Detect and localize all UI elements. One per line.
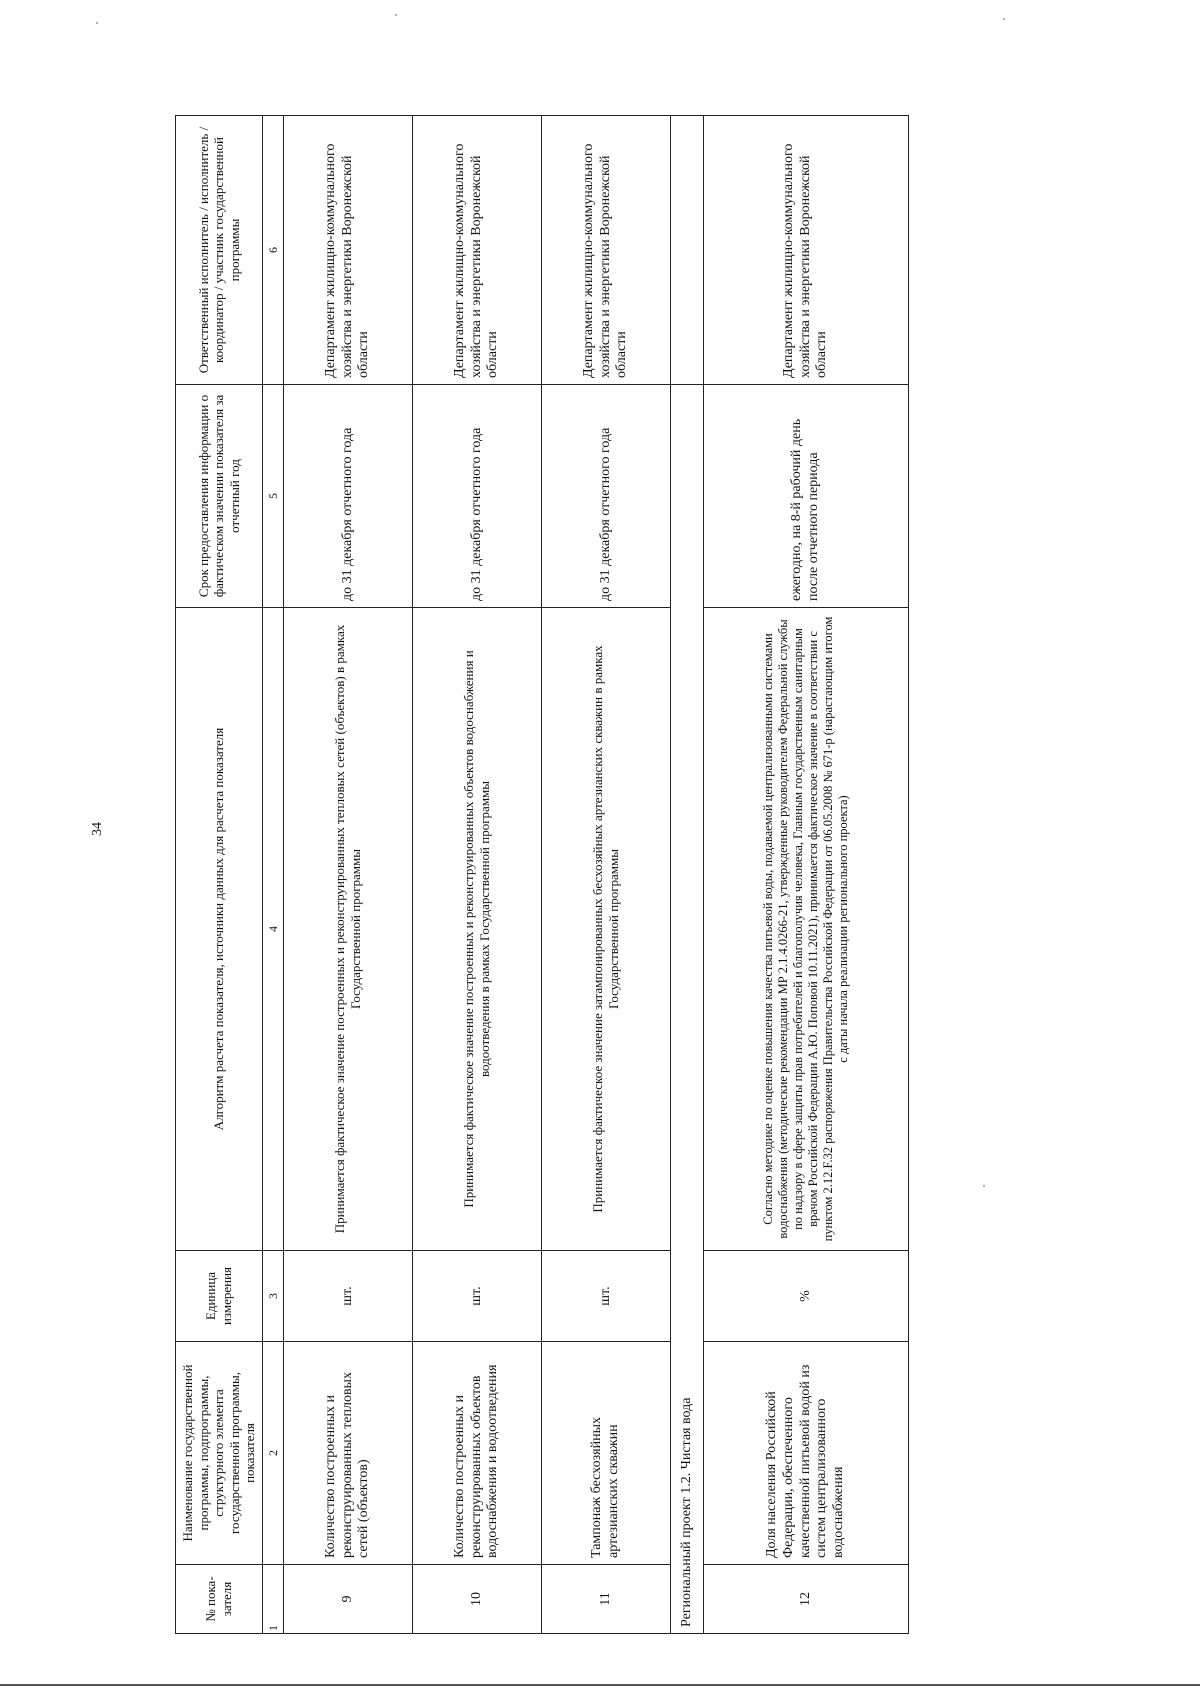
indicator-name: Количество построенных и реконструированных объектов водоснабжения и водоотведения	[412, 1342, 541, 1565]
algorithm: Принимается фактическое значение построенных и реконструированных объектов водоснабжения и водоотведения в рамках Государственной программы	[412, 608, 541, 1251]
deadline: ежегодно, на 8-й рабочий день после отчетного периода	[703, 385, 908, 608]
indicator-name: Тампонаж бесхозяйных артезианских скважин	[541, 1342, 670, 1565]
col-number-4: 4	[262, 608, 283, 1251]
scan-speck	[96, 22, 98, 24]
algorithm: Принимается фактическое значение построенных и реконструированных тепловых сетей (объектов) в рамках Государственной программы	[283, 608, 412, 1251]
header-col-name: Наименование государственной программы, подпрограммы, структурного элемента государственной программы, показателя	[176, 1342, 263, 1565]
scan-speck	[1003, 18, 1005, 20]
deadline: до 31 декабря отчетного года	[412, 385, 541, 608]
page-number: 34	[90, 822, 105, 836]
table-row	[412, 116, 541, 1634]
scan-speck	[983, 1185, 985, 1187]
unit: %	[703, 1251, 908, 1342]
responsible: Департамент жилищно-коммунального хозяйства и энергетики Воронежской области	[412, 116, 541, 385]
row-number: 12	[703, 1565, 908, 1634]
col-number-3: 3	[262, 1251, 283, 1342]
col-number-5: 5	[262, 385, 283, 608]
scan-edge-line	[0, 1684, 1200, 1686]
responsible: Департамент жилищно-коммунального хозяйства и энергетики Воронежской области	[283, 116, 412, 385]
row-number: 10	[412, 1565, 541, 1634]
row-number: 11	[541, 1565, 670, 1634]
col-number-1: 1	[262, 1565, 283, 1634]
header-col-unit: Единица измерения	[176, 1251, 263, 1342]
col-number-6: 6	[262, 116, 283, 385]
header-col-number: № пока- зателя	[176, 1565, 263, 1634]
algorithm: Принимается фактическое значение затампонированных бесхозяйных артезианских скважин в рамках Государственной программы	[541, 608, 670, 1251]
indicator-name: Количество построенных и реконструированных тепловых сетей (объектов)	[283, 1342, 412, 1565]
indicator-name: Доля населения Российской Федерации, обеспеченного качественной питьевой водой из систем централизованного водоснабжения	[703, 1342, 908, 1565]
indicators-table	[175, 115, 909, 1634]
rotated-table-container	[175, 126, 935, 1634]
header-col-algorithm: Алгоритм расчета показателя, источники данных для расчета показателя	[176, 608, 263, 1251]
col-number-2: 2	[262, 1342, 283, 1565]
column-number-row	[262, 116, 283, 1634]
deadline: до 31 декабря отчетного года	[541, 385, 670, 608]
scan-speck	[395, 14, 397, 16]
project-row	[670, 116, 703, 1634]
unit: шт.	[541, 1251, 670, 1342]
table-row	[703, 116, 908, 1634]
header-col-deadline: Срок предоставления информации о фактическом значении показателя за отчетный год	[176, 385, 263, 608]
unit: шт.	[412, 1251, 541, 1342]
row-number: 9	[283, 1565, 412, 1634]
header-col-responsible: Ответственный исполнитель / исполнитель / координатор / участник государственной программы	[176, 116, 263, 385]
algorithm: Согласно методике по оценке повышения качества питьевой воды, подаваемой централизованными системами водоснабжения (методические рекомендации МР 2.1.4.0266-21, утвержденные руководителем Федеральной службы по надзору в сфере защиты прав потребителей и благополучия человека, Главным государственным санитарным врачом Российской Федерации А.Ю. Поповой 10.11.2021), принимается фактическое значение в соответствии с пунктом 2.12.F.32 распоряжения Правительства Российской Федерации от 06.05.2008 № 671-р (нарастающим итогом с даты начала реализации регионального проекта)	[703, 608, 908, 1251]
deadline: до 31 декабря отчетного года	[283, 385, 412, 608]
project-empty-cell	[670, 116, 703, 385]
unit: шт.	[283, 1251, 412, 1342]
table-row	[283, 116, 412, 1634]
responsible: Департамент жилищно-коммунального хозяйства и энергетики Воронежской области	[703, 116, 908, 385]
header-row	[176, 116, 263, 1634]
table-row	[541, 116, 670, 1634]
project-label: Региональный проект 1.2. Чистая вода	[670, 385, 703, 1634]
responsible: Департамент жилищно-коммунального хозяйства и энергетики Воронежской области	[541, 116, 670, 385]
